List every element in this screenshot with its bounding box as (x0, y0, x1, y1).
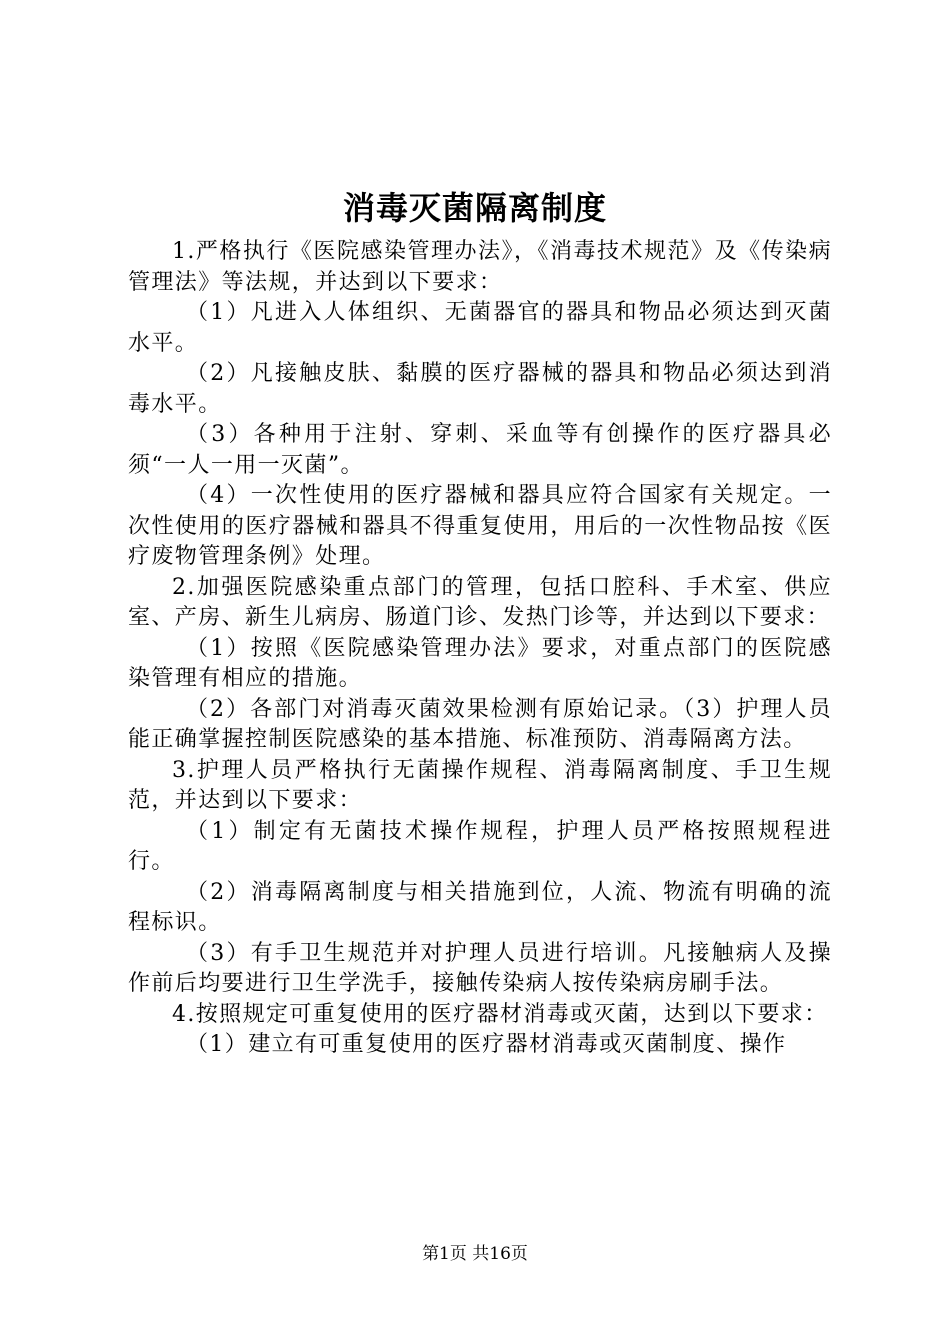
paragraph-1-2: （2）凡接触皮肤、黏膜的医疗器械的器具和物品必须达到消毒水平。 (128, 361, 832, 417)
paragraph-3-1: （1）制定有无菌技术操作规程，护理人员严格按照规程进行。 (128, 818, 832, 874)
paragraph-1-3: （3）各种用于注射、穿刺、采血等有创操作的医疗器具必须“一人一用一灭菌”。 (128, 422, 832, 478)
paragraph-4: 4.按照规定可重复使用的医疗器材消毒或灭菌，达到以下要求： (172, 1001, 828, 1027)
paragraph-3-3: （3）有手卫生规范并对护理人员进行培训。凡接触病人及操作前后均要进行卫生学洗手，接触传染病人按传染病房刷手法。 (128, 940, 832, 996)
paragraph-3: 3.护理人员严格执行无菌操作规程、消毒隔离制度、手卫生规范，并达到以下要求： (128, 757, 832, 813)
paragraph-3-2: （2）消毒隔离制度与相关措施到位，人流、物流有明确的流程标识。 (128, 879, 832, 935)
document-body (128, 237, 832, 1061)
paragraph-1: 1.严格执行《医院感染管理办法》，《消毒技术规范》及《传染病管理法》等法规，并达到以下要求： (128, 239, 832, 295)
paragraph-1-4: （4）一次性使用的医疗器械和器具应符合国家有关规定。一次性使用的医疗器械和器具不得重复使用，用后的一次性物品按《医疗废物管理条例》处理。 (128, 483, 832, 569)
paragraph-2-1: （1）按照《医院感染管理办法》要求，对重点部门的医院感染管理有相应的措施。 (128, 635, 832, 691)
document-title: 消毒灭菌隔离制度 (342, 189, 607, 227)
paragraph-4-1: （1）建立有可重复使用的医疗器材消毒或灭菌制度、操作 (186, 1032, 787, 1057)
paragraph-1-1: （1）凡进入人体组织、无菌器官的器具和物品必须达到灭菌水平。 (128, 300, 832, 356)
paragraph-2: 2.加强医院感染重点部门的管理，包括口腔科、手术室、供应室、产房、新生儿病房、肠道门诊、发热门诊等，并达到以下要求： (128, 574, 832, 630)
paragraph-2-2: （2）各部门对消毒灭菌效果检测有原始记录。（3）护理人员能正确掌握控制医院感染的基本措施、标准预防、消毒隔离方法。 (128, 696, 832, 752)
page-footer: 第1页 共16页 (422, 1244, 528, 1264)
